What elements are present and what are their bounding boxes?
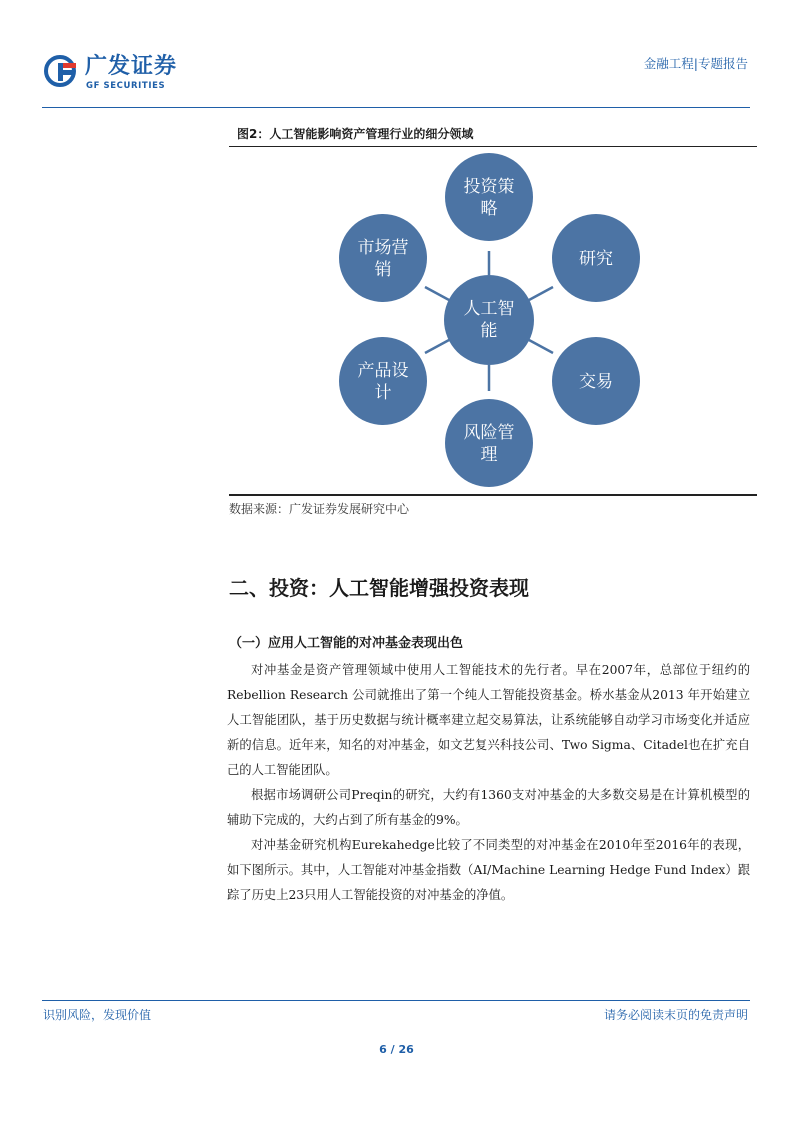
node-investment-strategy [445,153,533,241]
svg-text:研究: 研究 [579,249,613,269]
logo-chinese-name: 广发证券 [85,54,178,79]
svg-text:计: 计 [374,383,392,403]
report-type: 金融工程|专题报告 [643,56,748,71]
subsection-heading: （一）应用人工智能的对冲基金表现出色 [229,636,464,651]
svg-text:产品设: 产品设 [357,361,409,381]
svg-text:交易: 交易 [579,372,613,392]
footer-divider [42,1000,750,1001]
ai-segments-diagram [229,147,757,493]
paragraph-preqin-research: 根据市场调研公司Preqin的研究，大约有1360支对冲基金的大多数交易是在计算机模型的辅助下完成的，大约占到了所有基金的9%。 [227,788,750,827]
node-center [444,275,534,365]
gf-logo-icon [44,55,80,87]
node-marketing [339,214,427,302]
center-label-line2: 能 [480,321,498,341]
svg-text:略: 略 [480,199,498,219]
connector-upper-left [425,287,449,300]
paragraph-eurekahedge-comparison: 对冲基金研究机构Eurekahedge比较了不同类型的对冲基金在2010年至2016年的表现，如下图所示。其中，人工智能对冲基金指数（AI/Machine Learning Hedge Fund Index）跟踪了历史上23只用人工智能投资的对冲基金的净值。 [227,838,750,902]
paragraph-hedge-fund-pioneers: 对冲基金是资产管理领域中使用人工智能技术的先行者。早在2007年，总部位于纽约的 Rebellion Research 公司就推出了第一个纯人工智能投资基金。桥水基金从2013 年开始建立人工智能团队，基于历史数据与统计概率建立起交易算法，让系统能够自动学习市场变化并适应新的信息。近年来，知名的对冲基金，如文艺复兴科技公司、Two Sigma、Citadel也在扩充自己的人工智能团队。 [227,663,750,777]
connector-lower-left [425,340,449,353]
page-number: 6 / 26 [379,1043,414,1056]
svg-text:理: 理 [480,445,498,465]
figure-source: 数据来源：广发证券发展研究中心 [229,502,410,516]
section-heading: 二、投资：人工智能增强投资表现 [229,576,529,600]
svg-text:风险管: 风险管 [463,423,515,443]
svg-text:销: 销 [374,260,392,280]
figure-bottom-rule [229,494,757,496]
connector-lower-right [529,340,553,353]
footer-disclaimer-note: 请务必阅读末页的免责声明 [603,1008,748,1022]
figure-title: 图2：人工智能影响资产管理行业的细分领域 [237,127,474,141]
node-product-design [339,337,427,425]
logo-english-name: GF SECURITIES [86,81,166,91]
connector-upper-right [529,287,553,300]
center-label-line1: 人工智 [463,299,515,319]
node-trading [552,337,640,425]
svg-text:市场营: 市场营 [357,238,409,258]
header-divider [42,107,750,108]
node-risk-management [445,399,533,487]
footer-slogan: 识别风险，发现价值 [43,1008,152,1022]
svg-text:投资策: 投资策 [463,177,515,197]
node-research [552,214,640,302]
